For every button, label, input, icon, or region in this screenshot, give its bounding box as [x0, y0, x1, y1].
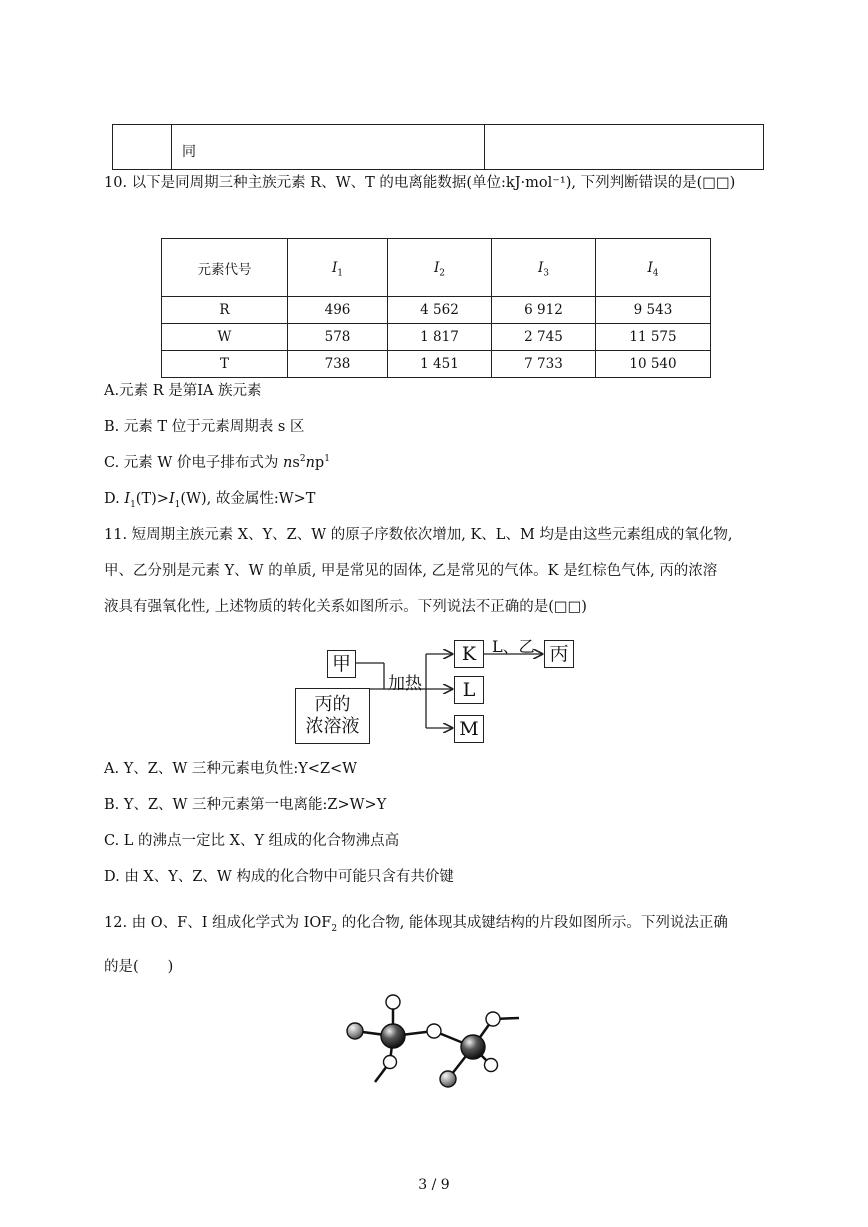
- table-cell: 6 912: [492, 297, 596, 324]
- table-cell: 496: [288, 297, 388, 324]
- question-11-line-2: 甲、乙分别是元素 Y、W 的单质, 甲是常见的固体, 乙是常见的气体。K 是红棕色气体, 丙的浓溶: [104, 563, 718, 579]
- table-divider: [171, 125, 172, 169]
- question-11-line-1: 11. 短周期主族元素 X、Y、Z、W 的原子序数依次增加, K、L、M 均是由这些元素组成的氧化物,: [104, 527, 733, 543]
- table-cell: 同: [182, 144, 196, 160]
- label-heat: 加热: [388, 674, 422, 694]
- box-bing: 丙: [544, 640, 574, 668]
- table-header-cell: $I_4$: [596, 239, 711, 297]
- table-header-row: [162, 239, 711, 297]
- option-10b: B. 元素 T 位于元素周期表 s 区: [104, 419, 305, 435]
- table-cell: 1 817: [388, 324, 492, 351]
- table-header-cell: $I_2$: [388, 239, 492, 297]
- question-11-line-3: 液具有强氧化性, 上述物质的转化关系如图所示。下列说法不正确的是(□□): [104, 599, 587, 615]
- table-row: [162, 324, 711, 351]
- table-cell: 1 451: [388, 351, 492, 378]
- option-11c: C. L 的沸点一定比 X、Y 组成的化合物沸点高: [104, 833, 400, 849]
- label-l-yi: L、乙: [492, 637, 535, 656]
- table-cell: R: [162, 297, 288, 324]
- table-cell: 578: [288, 324, 388, 351]
- table-cell: T: [162, 351, 288, 378]
- table-cell: W: [162, 324, 288, 351]
- table-header-cell: 元素代号: [162, 239, 288, 297]
- table-cell: 9 543: [596, 297, 711, 324]
- box-k: K: [454, 640, 484, 668]
- table-cell: 7 733: [492, 351, 596, 378]
- option-10a: A.元素 R 是第IA 族元素: [104, 383, 262, 399]
- box-jia: 甲: [327, 650, 356, 678]
- page-number: 3 / 9: [418, 1177, 450, 1193]
- table-divider: [484, 125, 485, 169]
- table-row: [162, 351, 711, 378]
- table-cell: 738: [288, 351, 388, 378]
- question-10-stem: 10. 以下是同周期三种主族元素 R、W、T 的电离能数据(单位:kJ·mol⁻¹), 下列判断错误的是(□□): [104, 175, 736, 191]
- question-12-line-1: 12. 由 O、F、I 组成化学式为 $IOF_2$ 的化合物, 能体现其成键结构的片段如图所示。下列说法正确: [104, 915, 728, 934]
- ionization-energy-table: [161, 238, 711, 378]
- option-10d: D. $I_1(T)>I_1(W)$, 故金属性:W>T: [104, 491, 316, 510]
- box-bing-concentrated: 丙的 浓溶液: [295, 688, 370, 744]
- table-row: [162, 297, 711, 324]
- table-cell: 2 745: [492, 324, 596, 351]
- option-11a: A. Y、Z、W 三种元素电负性:Y<Z<W: [104, 761, 358, 777]
- option-10c: C. 元素 W 价电子排布式为 $ns^2np^1$: [104, 454, 330, 471]
- question-12-line-2: 的是( ): [104, 959, 174, 975]
- table-cell: 11 575: [596, 324, 711, 351]
- molecule-structure-image: [340, 990, 530, 1090]
- box-l: L: [454, 676, 484, 704]
- option-11d: D. 由 X、Y、Z、W 构成的化合物中可能只含有共价键: [104, 869, 454, 885]
- option-11b: B. Y、Z、W 三种元素第一电离能:Z>W>Y: [104, 797, 387, 813]
- box-m: M: [454, 715, 484, 743]
- table-header-cell: $I_3$: [492, 239, 596, 297]
- table-cell: 10 540: [596, 351, 711, 378]
- table-header-cell: $I_1$: [288, 239, 388, 297]
- table-cell: 4 562: [388, 297, 492, 324]
- top-partial-table: [112, 124, 764, 170]
